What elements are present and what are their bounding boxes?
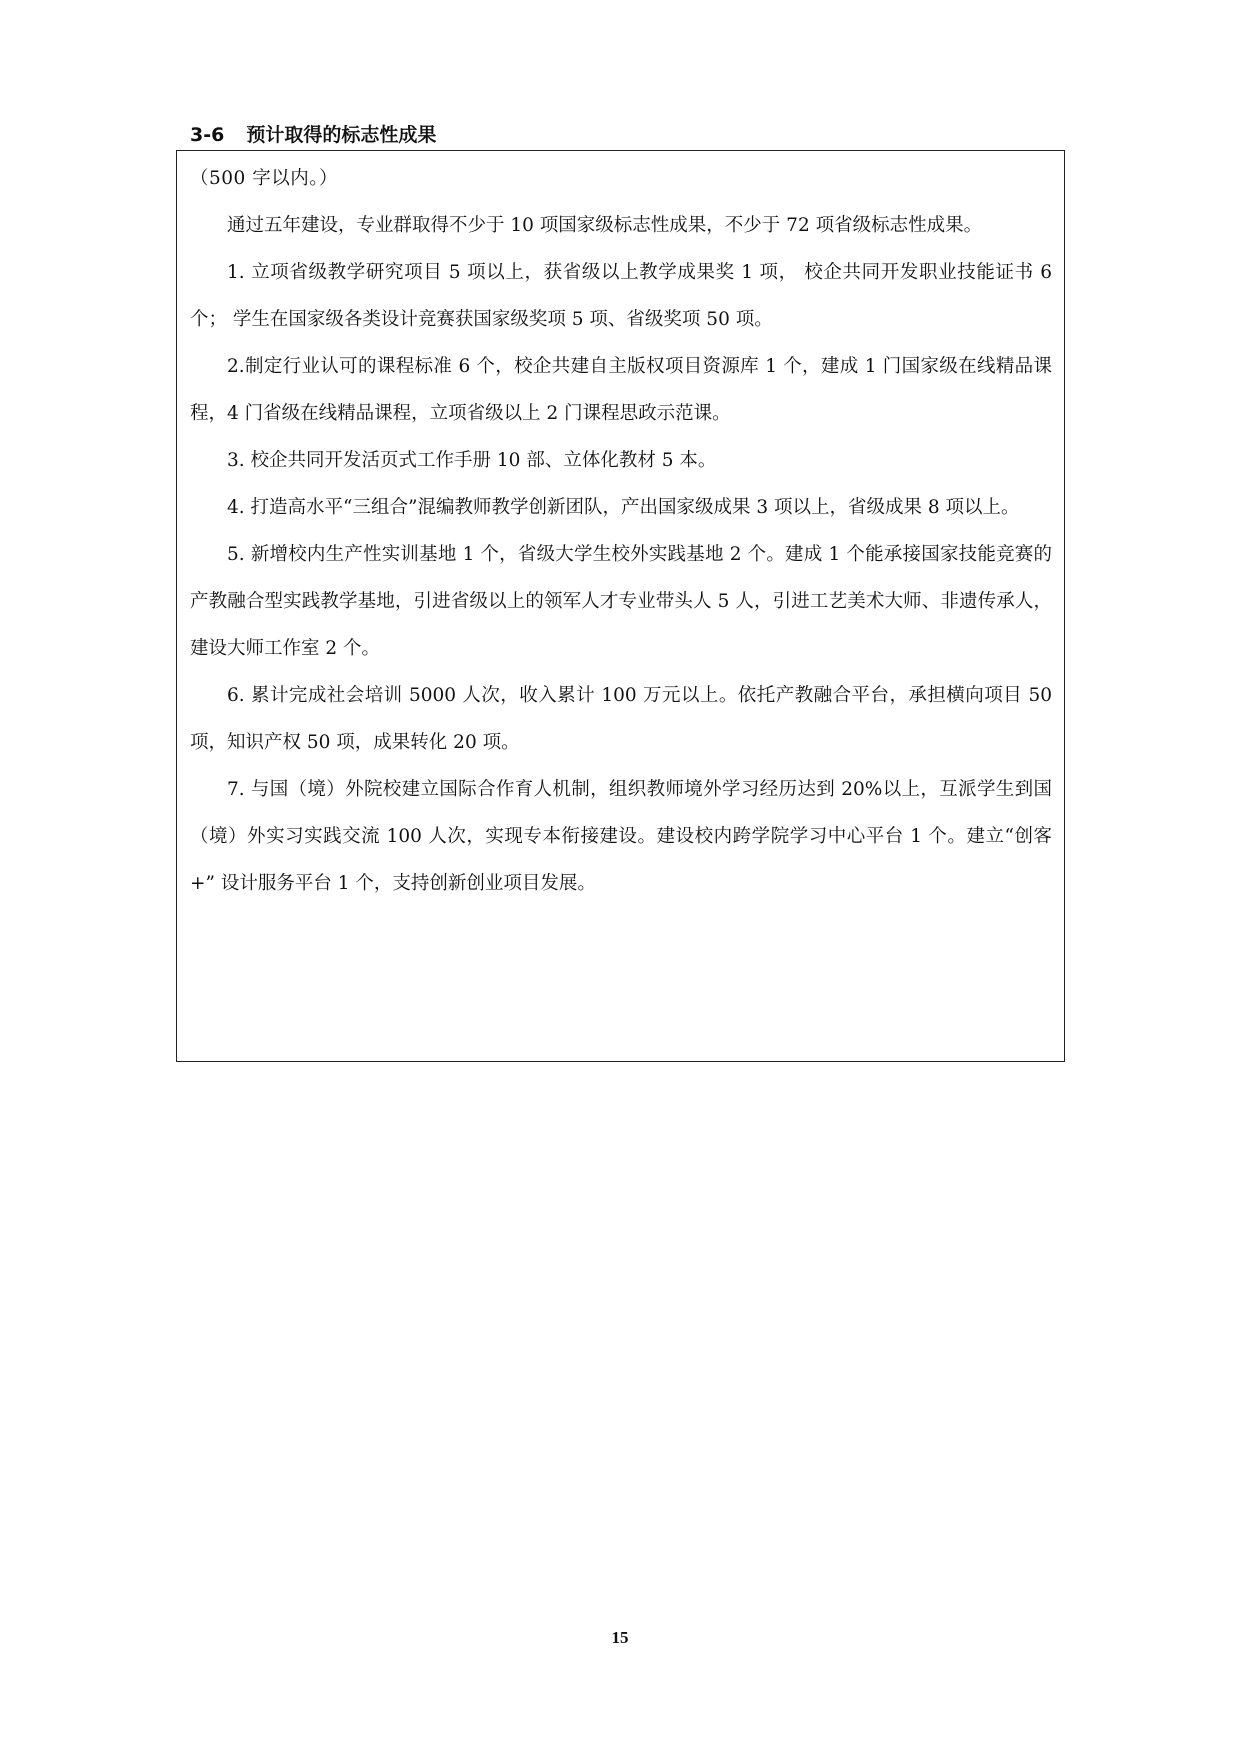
- paragraph-item-2: 2.制定行业认可的课程标准 6 个，校企共建自主版权项目资源库 1 个，建成 1 门国家级在线精品课程，4 门省级在线精品课程，立项省级以上 2 门课程思政示范课。: [190, 356, 1052, 424]
- paragraph-item-4: 4. 打造高水平“三组合”混编教师教学创新团队，产出国家级成果 3 项以上，省级成果 8 项以上。: [227, 497, 1020, 518]
- section-title: 预计取得的标志性成果: [246, 124, 437, 146]
- box-content: [190, 155, 1052, 907]
- section-heading: [190, 122, 436, 148]
- paragraph-item-3: 3. 校企共同开发活页式工作手册 10 部、立体化教材 5 本。: [227, 450, 717, 471]
- page-number: 15: [611, 1628, 629, 1647]
- paragraph-item-5: 5. 新增校内生产性实训基地 1 个，省级大学生校外实践基地 2 个。建成 1 个能承接国家技能竞赛的产教融合型实践教学基地，引进省级以上的领军人才专业带头人 5 人，引进工艺美术大师、非遗传承人，建设大师工作室 2 个。: [190, 544, 1052, 659]
- paragraph-item-1: 1. 立项省级教学研究项目 5 项以上，获省级以上教学成果奖 1 项， 校企共同开发职业技能证书 6 个； 学生在国家级各类设计竞赛获国家级奖项 5 项、省级奖项 50 项。: [190, 262, 1052, 330]
- paragraph-item-7: 7. 与国（境）外院校建立国际合作育人机制，组织教师境外学习经历达到 20%以上，互派学生到国（境）外实习实践交流 100 人次，实现专本衔接建设。建设校内跨学院学习中心平台 1 个。建立“创客+” 设计服务平台 1 个，支持创新创业项目发展。: [190, 779, 1052, 894]
- content-box: [176, 150, 1065, 1062]
- paragraph-item-6: 6. 累计完成社会培训 5000 人次，收入累计 100 万元以上。依托产教融合平台，承担横向项目 50 项，知识产权 50 项，成果转化 20 项。: [190, 685, 1052, 753]
- section-number: 3-6: [190, 124, 225, 146]
- paragraph-summary: 通过五年建设，专业群取得不少于 10 项国家级标志性成果，不少于 72 项省级标志性成果。: [227, 215, 983, 236]
- word-limit-note: （500 字以内。）: [190, 168, 338, 189]
